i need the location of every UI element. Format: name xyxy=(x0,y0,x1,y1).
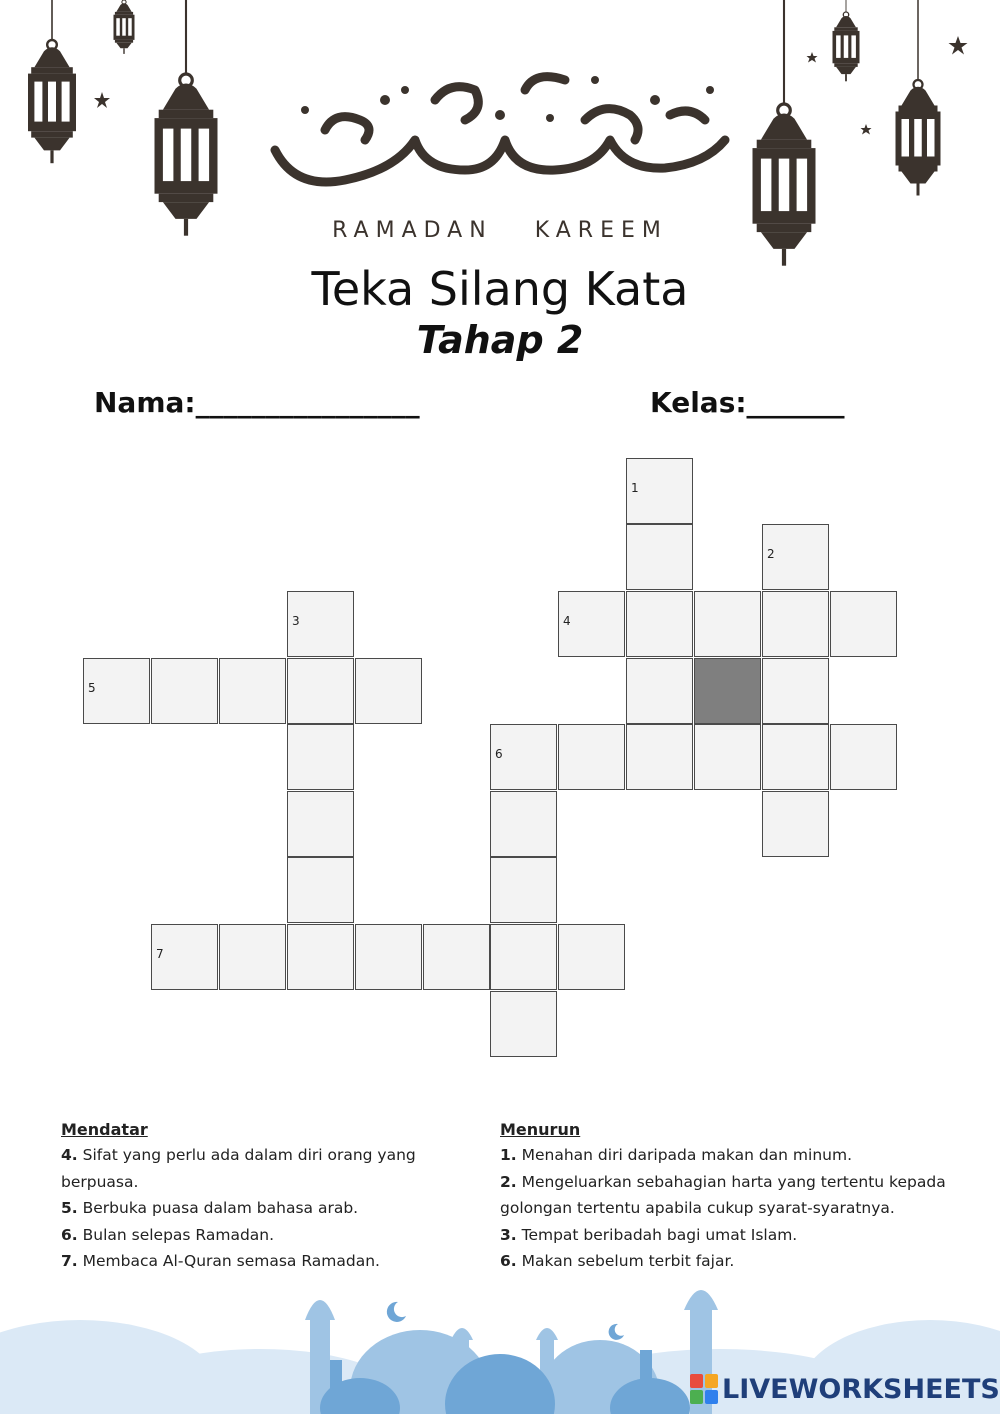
crossword-cell[interactable] xyxy=(287,591,354,657)
star-icon xyxy=(861,124,872,135)
crossword-cell[interactable] xyxy=(830,591,897,657)
crossword-cell[interactable] xyxy=(830,724,897,790)
clue-number: 3 xyxy=(292,614,300,628)
clue-item xyxy=(500,1222,950,1249)
crossword-cell[interactable] xyxy=(219,924,286,990)
clue-text: Sifat yang perlu ada dalam diri orang yang berpuasa. xyxy=(61,1146,416,1191)
crossword-cell[interactable] xyxy=(626,591,693,657)
crossword-cell[interactable] xyxy=(490,857,557,923)
clue-num: 3. xyxy=(500,1225,517,1244)
clue-text: Membaca Al-Quran semasa Ramadan. xyxy=(82,1252,380,1270)
clue-num: 4. xyxy=(61,1146,78,1164)
crossword-cell[interactable] xyxy=(287,791,354,857)
clue-item xyxy=(500,1169,950,1222)
logo-square xyxy=(705,1390,718,1404)
clue-text: Tempat beribadah bagi umat Islam. xyxy=(521,1225,798,1244)
crossword-cell[interactable] xyxy=(490,924,557,990)
clue-number: 7 xyxy=(156,947,164,961)
clue-item xyxy=(61,1222,471,1249)
clue-number: 5 xyxy=(88,681,96,695)
star-icon xyxy=(949,36,968,55)
clue-text: Bulan selepas Ramadan. xyxy=(82,1225,275,1244)
crossword-cell[interactable] xyxy=(694,724,761,790)
clues-across-heading: Mendatar xyxy=(61,1120,148,1139)
clue-number: 6 xyxy=(495,747,503,761)
clue-num: 6. xyxy=(61,1225,78,1244)
crossword-cell[interactable] xyxy=(626,658,693,724)
shaded-cell xyxy=(694,658,761,724)
crossword-cell[interactable] xyxy=(83,658,150,724)
brand-word: RAMADAN xyxy=(332,218,493,243)
crossword-cell[interactable] xyxy=(762,724,829,790)
crossword-cell[interactable] xyxy=(151,924,218,990)
clue-num: 5. xyxy=(61,1199,78,1217)
ramadan-calligraphy xyxy=(265,60,735,210)
name-field-label[interactable]: Nama:________________ xyxy=(94,386,420,419)
clue-item xyxy=(500,1248,950,1275)
crossword-cell[interactable] xyxy=(762,658,829,724)
class-field-label[interactable]: Kelas:_______ xyxy=(650,386,845,419)
clue-number: 4 xyxy=(563,614,571,628)
watermark-text: LIVEWORKSHEETS xyxy=(722,1373,1000,1405)
crossword-cell[interactable] xyxy=(423,924,490,990)
crossword-cell[interactable] xyxy=(287,924,354,990)
page-title: Teka Silang Kata xyxy=(311,262,689,316)
clue-text: Menahan diri daripada makan dan minum. xyxy=(521,1146,853,1164)
crossword-cell[interactable] xyxy=(626,524,693,590)
crossword-cell[interactable] xyxy=(287,658,354,724)
crossword-cell[interactable] xyxy=(151,658,218,724)
crossword-cell[interactable] xyxy=(762,791,829,857)
crossword-cell[interactable] xyxy=(626,458,693,524)
crossword-cell[interactable] xyxy=(355,924,422,990)
crossword-cell[interactable] xyxy=(490,724,557,790)
logo-square xyxy=(690,1374,703,1388)
crossword-cell[interactable] xyxy=(355,658,422,724)
lantern-icon xyxy=(155,0,218,236)
liveworksheets-logo-icon xyxy=(690,1374,718,1404)
crossword-cell[interactable] xyxy=(490,991,557,1057)
crossword-cell[interactable] xyxy=(694,591,761,657)
clues-down-heading: Menurun xyxy=(500,1120,581,1139)
crossword-cell[interactable] xyxy=(287,857,354,923)
lantern-icon xyxy=(833,0,860,81)
crossword-cell[interactable] xyxy=(219,658,286,724)
crossword-cell[interactable] xyxy=(558,924,625,990)
clues-down xyxy=(500,1118,950,1275)
clue-num: 6. xyxy=(500,1252,517,1270)
lantern-icon xyxy=(28,0,76,163)
crossword-cell[interactable] xyxy=(558,724,625,790)
clue-text: Mengeluarkan sebahagian harta yang tertentu kepada golongan tertentu apabila cukup syarat-syaratnya. xyxy=(500,1172,946,1217)
liveworksheets-watermark[interactable] xyxy=(690,1372,1000,1406)
clue-item xyxy=(61,1248,471,1275)
logo-square xyxy=(705,1374,718,1388)
star-icon xyxy=(94,92,110,108)
crossword-cell[interactable] xyxy=(762,524,829,590)
star-icon xyxy=(807,52,818,63)
clues-across xyxy=(61,1118,471,1275)
lantern-icon xyxy=(114,0,135,54)
clue-num: 7. xyxy=(61,1252,78,1270)
crossword-cell[interactable] xyxy=(287,724,354,790)
brand-text xyxy=(0,218,1000,243)
brand-word: KAREEM xyxy=(534,218,668,243)
logo-square xyxy=(690,1390,703,1404)
clue-text: Berbuka puasa dalam bahasa arab. xyxy=(82,1199,359,1217)
page-subtitle: Tahap 2 xyxy=(416,318,584,362)
lantern-icon xyxy=(896,0,941,196)
clue-item xyxy=(61,1195,471,1222)
clue-num: 2. xyxy=(500,1172,517,1191)
clue-number: 1 xyxy=(631,481,639,495)
crossword-cell[interactable] xyxy=(626,724,693,790)
crossword-cell[interactable] xyxy=(490,791,557,857)
clue-item xyxy=(500,1142,950,1169)
clue-item xyxy=(61,1142,471,1195)
clue-text: Makan sebelum terbit fajar. xyxy=(521,1252,735,1270)
clue-num: 1. xyxy=(500,1146,517,1164)
clue-number: 2 xyxy=(767,547,775,561)
crossword-cell[interactable] xyxy=(558,591,625,657)
crossword-cell[interactable] xyxy=(762,591,829,657)
